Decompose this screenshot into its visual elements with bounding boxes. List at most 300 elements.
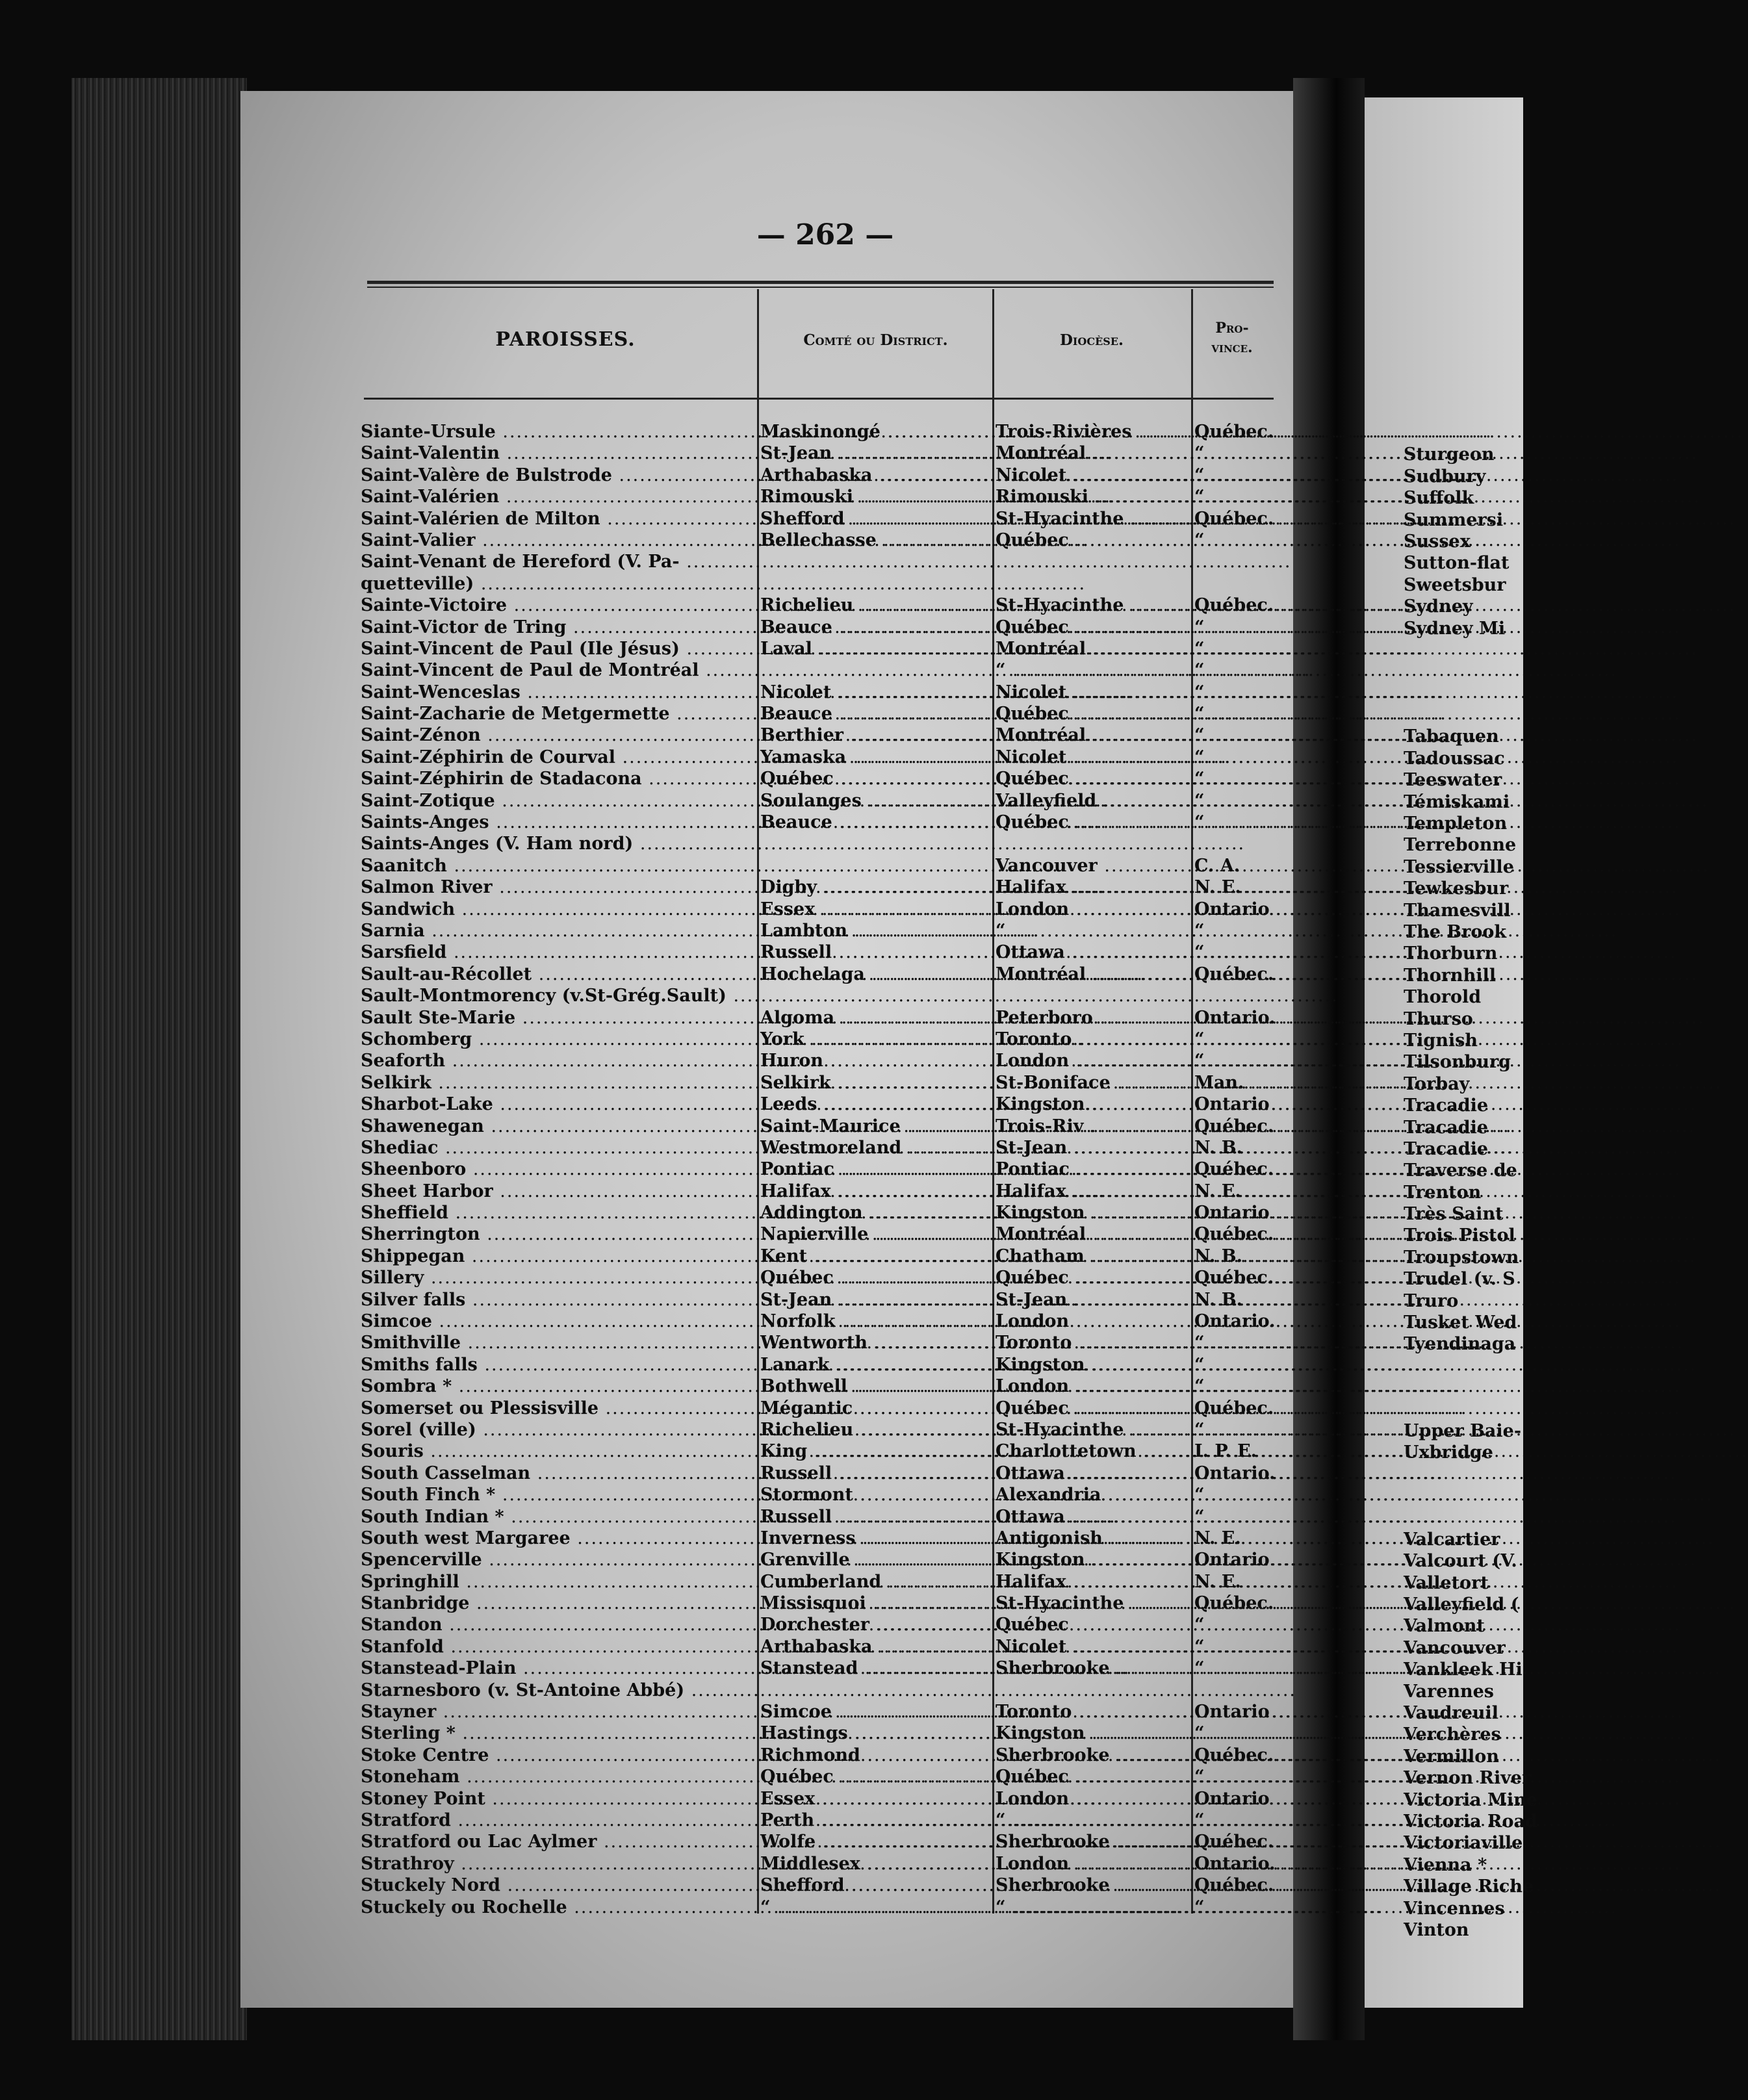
- province-cell: “: [1194, 660, 1205, 681]
- county-cell: Richelieu .....: [760, 595, 991, 616]
- province-cell: Québec.: [1194, 422, 1274, 442]
- parish-cell: Souris .....: [361, 1441, 758, 1462]
- right-page-entry: Sutton-flat: [1404, 553, 1510, 574]
- right-page-entry: Vermillon: [1404, 1746, 1499, 1767]
- diocese-cell: Québec .....: [996, 530, 1190, 551]
- table-row: [361, 1853, 1283, 1875]
- county-cell: Westmoreland .....: [760, 1137, 991, 1159]
- table-row: [361, 1680, 1283, 1701]
- table-row: [361, 812, 1283, 833]
- right-page-entry: Valleyfield (: [1404, 1594, 1519, 1615]
- table-row: [361, 617, 1283, 638]
- province-cell: “: [1194, 1419, 1205, 1440]
- county-cell: Digby .....: [760, 877, 991, 898]
- parish-cell: Saint-Valentin .....: [361, 442, 758, 464]
- right-page-entry: Thamesvill: [1404, 900, 1511, 921]
- diocese-cell: Ottawa .....: [996, 1463, 1190, 1484]
- right-page-entry: Teeswater: [1404, 770, 1502, 791]
- county-cell: King .....: [760, 1441, 991, 1462]
- right-page-entry: [1404, 1377, 1523, 1398]
- diocese-cell: London .....: [996, 1311, 1190, 1332]
- table-row: [361, 1246, 1283, 1267]
- right-page-entry: Tracadie: [1404, 1138, 1489, 1159]
- right-page-entry: Victoriaville: [1404, 1833, 1523, 1854]
- table-row: [361, 1223, 1283, 1245]
- province-cell: Québec.: [1194, 1875, 1274, 1896]
- county-cell: Leeds .....: [760, 1094, 991, 1115]
- table-row: [361, 703, 1283, 724]
- province-cell: “: [1194, 443, 1205, 464]
- diocese-cell: Québec .....: [996, 1614, 1190, 1635]
- county-cell: Rimouski .....: [760, 486, 991, 507]
- table-row: [361, 1701, 1283, 1722]
- diocese-cell: Sherbrooke .....: [996, 1745, 1190, 1766]
- county-cell: Stanstead .....: [760, 1658, 991, 1679]
- province-cell: “: [1194, 942, 1205, 963]
- diocese-cell: Toronto .....: [996, 1701, 1190, 1722]
- diocese-cell: Trois-Rivières .....: [996, 421, 1190, 442]
- county-cell: Essex .....: [760, 899, 991, 920]
- province-cell: “: [1194, 747, 1205, 767]
- county-cell: Shefford .....: [760, 1875, 991, 1896]
- table-row: [361, 1332, 1283, 1353]
- header-paroisses: PAROISSES.: [495, 328, 636, 351]
- province-cell: Ontario.: [1194, 1853, 1276, 1874]
- county-cell: Pontiac .....: [760, 1159, 991, 1180]
- right-page-entry: Thorburn: [1404, 943, 1498, 964]
- right-page-entry: Tracadie: [1404, 1095, 1489, 1116]
- province-cell: “: [1194, 1376, 1205, 1397]
- table-row: [361, 790, 1283, 812]
- diocese-cell: Trois-Riv .....: [996, 1116, 1190, 1137]
- province-cell: N. B.: [1194, 1246, 1242, 1266]
- right-page-entry: Tadoussac: [1404, 748, 1505, 769]
- right-page-entry: [1404, 1507, 1523, 1529]
- diocese-cell: Nicolet .....: [996, 747, 1190, 768]
- right-page-entry: Valcourt (V.: [1404, 1551, 1517, 1572]
- county-cell: Beauce .....: [760, 703, 991, 724]
- diocese-cell: Québec .....: [996, 812, 1190, 833]
- table-row: [361, 855, 1283, 877]
- diocese-cell: St-Jean .....: [996, 1289, 1190, 1311]
- parish-cell: Starnesboro (v. St-Antoine Abbé) .....: [361, 1680, 758, 1701]
- county-cell: Québec .....: [760, 1766, 991, 1787]
- parish-cell: quetteville) .....: [361, 573, 758, 595]
- right-page-entry: Upper Baie-: [1404, 1420, 1522, 1441]
- parish-cell: Seaforth .....: [361, 1050, 758, 1071]
- diocese-cell: Rimouski .....: [996, 486, 1190, 507]
- parish-cell: Strathroy .....: [361, 1853, 758, 1875]
- table-row: [361, 1050, 1283, 1071]
- province-cell: N. B.: [1194, 1289, 1242, 1310]
- parish-cell: Sault-au-Récollet .....: [361, 964, 758, 985]
- parish-cell: Shediac .....: [361, 1137, 758, 1159]
- county-cell: Richmond .....: [760, 1745, 991, 1766]
- province-cell: Ontario: [1194, 1702, 1270, 1722]
- county-cell: Arthabaska .....: [760, 1636, 991, 1658]
- diocese-cell: Kingston .....: [996, 1094, 1190, 1115]
- parish-cell: South Finch * .....: [361, 1484, 758, 1505]
- province-cell: Ontario: [1194, 1094, 1270, 1115]
- right-page-entry: Vaudreuil: [1404, 1703, 1499, 1724]
- province-cell: “: [1194, 682, 1205, 702]
- county-cell: Bothwell .....: [760, 1376, 991, 1397]
- province-cell: “: [1194, 1506, 1205, 1527]
- table-row: [361, 1528, 1283, 1549]
- county-cell: Selkirk .....: [760, 1072, 991, 1094]
- right-page-entry: [1404, 1355, 1523, 1377]
- parish-cell: Saanitch .....: [361, 855, 758, 877]
- table-row: [361, 442, 1283, 464]
- parish-cell: Smithville .....: [361, 1332, 758, 1353]
- diocese-cell: Sherbrooke .....: [996, 1831, 1190, 1852]
- diocese-cell: “ .....: [996, 1810, 1190, 1831]
- diocese-cell: London .....: [996, 1853, 1190, 1875]
- province-cell: “: [1194, 530, 1205, 550]
- table-row: [361, 877, 1283, 898]
- diocese-cell: Nicolet .....: [996, 465, 1190, 486]
- province-cell: N. E.: [1194, 1571, 1241, 1592]
- table-row: [361, 1072, 1283, 1094]
- diocese-cell: Montréal .....: [996, 724, 1190, 746]
- table-row: [361, 421, 1283, 442]
- diocese-cell: Chatham .....: [996, 1246, 1190, 1267]
- parish-cell: Sarsfield .....: [361, 941, 758, 963]
- right-page-entry: Valmont: [1404, 1616, 1485, 1637]
- table-row: [361, 530, 1283, 551]
- right-page-entry: Victoria Road: [1404, 1812, 1537, 1832]
- province-cell: “: [1194, 1767, 1205, 1787]
- county-cell: Nicolet .....: [760, 682, 991, 703]
- parish-cell: Sheet Harbor .....: [361, 1181, 758, 1202]
- county-cell: St-Jean .....: [760, 1289, 991, 1311]
- diocese-cell: Valleyfield .....: [996, 790, 1190, 812]
- province-cell: Québec.: [1194, 1593, 1274, 1614]
- parish-cell: Simcoe .....: [361, 1311, 758, 1332]
- province-cell: “: [1194, 1658, 1205, 1679]
- parish-cell: South west Margaree .....: [361, 1528, 758, 1549]
- county-cell: Middlesex .....: [760, 1853, 991, 1875]
- diocese-cell: Montréal .....: [996, 1223, 1190, 1245]
- table-row: [361, 1094, 1283, 1115]
- province-cell: “: [1194, 1029, 1205, 1049]
- county-cell: St-Jean .....: [760, 442, 991, 464]
- right-page-entry: [1404, 639, 1523, 661]
- parish-cell: Saints-Anges (V. Ham nord) .....: [361, 833, 758, 854]
- table-row: [361, 1745, 1283, 1766]
- parish-cell: Stoke Centre .....: [361, 1745, 758, 1766]
- diocese-cell: St-Boniface .....: [996, 1072, 1190, 1094]
- page-edge-stack: [71, 78, 247, 2040]
- right-page-entry: Témiskami: [1404, 791, 1510, 812]
- right-page-entry: Vankleek Hi: [1404, 1659, 1523, 1680]
- county-cell: Laval .....: [760, 638, 991, 659]
- right-page-entry: Tessierville: [1404, 856, 1514, 877]
- table-row: [361, 682, 1283, 703]
- table-row: [361, 1267, 1283, 1288]
- diocese-cell: Kingston .....: [996, 1549, 1190, 1570]
- diocese-cell: London .....: [996, 899, 1190, 920]
- parish-cell: Sombra * .....: [361, 1376, 758, 1397]
- diocese-cell: Montréal .....: [996, 964, 1190, 985]
- diocese-cell: St-Hyacinthe .....: [996, 595, 1190, 616]
- parish-cell: Saint-Vincent de Paul (Ile Jésus) .....: [361, 638, 758, 659]
- parish-cell: Spencerville .....: [361, 1549, 758, 1570]
- right-page-entry: Village Riche: [1404, 1876, 1534, 1897]
- diocese-cell: Peterboro .....: [996, 1007, 1190, 1029]
- right-page-entry: Sussex: [1404, 531, 1471, 552]
- table-row: [361, 1159, 1283, 1180]
- table-row: [361, 1311, 1283, 1332]
- county-cell: Wentworth .....: [760, 1332, 991, 1353]
- header-diocese: Diocèse.: [1059, 331, 1124, 349]
- parish-cell: Saint-Zéphirin de Stadacona .....: [361, 768, 758, 789]
- right-page-entry: Terrebonne: [1404, 835, 1517, 856]
- table-row: [361, 486, 1283, 507]
- right-page-entry: [1404, 422, 1523, 444]
- table-row: [361, 1202, 1283, 1223]
- diocese-cell: Québec .....: [996, 1766, 1190, 1787]
- right-page-entry: Thorold: [1404, 987, 1482, 1008]
- county-cell: Addington .....: [760, 1202, 991, 1223]
- county-cell: York .....: [760, 1029, 991, 1050]
- county-cell: Beauce .....: [760, 812, 991, 833]
- parish-cell: Standon .....: [361, 1614, 758, 1635]
- right-page-entry: The Brook: [1404, 921, 1507, 942]
- county-cell: Russell .....: [760, 1463, 991, 1484]
- diocese-cell: London .....: [996, 1376, 1190, 1397]
- right-page-entry: Vinton: [1404, 1919, 1469, 1940]
- table-row: [361, 1441, 1283, 1462]
- right-page-entry: Thornhill: [1404, 965, 1496, 986]
- table-row: [361, 899, 1283, 920]
- county-cell: Essex .....: [760, 1788, 991, 1810]
- right-page-entry: Verchères: [1404, 1724, 1501, 1745]
- right-page-entry: Sturgeon: [1404, 444, 1495, 465]
- right-page-entry: Tilsonburg: [1404, 1052, 1511, 1073]
- province-cell: “: [1194, 638, 1205, 659]
- parish-cell: Selkirk .....: [361, 1072, 758, 1094]
- table-row: [361, 1766, 1283, 1787]
- county-cell: Hochelaga .....: [760, 964, 991, 985]
- top-double-rule: [367, 281, 1274, 284]
- parish-cell: Saint-Zénon .....: [361, 724, 758, 746]
- county-cell: Huron .....: [760, 1050, 991, 1071]
- table-row: [361, 551, 1283, 572]
- county-cell: Maskinongé .....: [760, 421, 991, 442]
- province-cell: Ontario: [1194, 1788, 1270, 1809]
- diocese-cell: Nicolet .....: [996, 1636, 1190, 1658]
- diocese-cell: Toronto .....: [996, 1029, 1190, 1050]
- parish-cell: Saint-Valier .....: [361, 530, 758, 551]
- diocese-cell: Nicolet .....: [996, 682, 1190, 703]
- province-cell: “: [1194, 1723, 1205, 1744]
- province-cell: “: [1194, 769, 1205, 789]
- county-cell: Arthabaska .....: [760, 465, 991, 486]
- table-row: [361, 1571, 1283, 1593]
- table-row: [361, 465, 1283, 486]
- diocese-cell: Sherbrooke .....: [996, 1875, 1190, 1896]
- diocese-cell: Toronto .....: [996, 1332, 1190, 1353]
- right-page-entry: Tusket Wed: [1404, 1312, 1517, 1333]
- page-number: — 262 —: [756, 218, 894, 251]
- county-cell: Lambton .....: [760, 920, 991, 941]
- right-page-list: [1404, 422, 1537, 1941]
- county-cell: Wolfe .....: [760, 1831, 991, 1852]
- parish-cell: Sterling * .....: [361, 1722, 758, 1744]
- table-row: [361, 1897, 1283, 1918]
- parish-cell: South Indian * .....: [361, 1506, 758, 1528]
- table-row: [361, 1506, 1283, 1528]
- province-cell: “: [1194, 1333, 1205, 1353]
- county-cell: Algoma .....: [760, 1007, 991, 1029]
- parish-cell: Saints-Anges .....: [361, 812, 758, 833]
- province-cell: Ontario.: [1194, 1007, 1276, 1028]
- table-row: [361, 1810, 1283, 1831]
- diocese-cell: St-Hyacinthe .....: [996, 1419, 1190, 1441]
- county-cell: Richelieu .....: [760, 1419, 991, 1441]
- table-row: [361, 724, 1283, 746]
- diocese-cell: “ .....: [996, 1897, 1190, 1918]
- diocese-cell: Vancouver .....: [996, 855, 1190, 877]
- county-cell: Kent .....: [760, 1246, 991, 1267]
- right-page-entry: Tabaquen: [1404, 726, 1499, 747]
- province-cell: “: [1194, 812, 1205, 833]
- parish-cell: Stanfold .....: [361, 1636, 758, 1658]
- diocese-cell: Alexandria .....: [996, 1484, 1190, 1505]
- parish-cell: Sainte-Victoire .....: [361, 595, 758, 616]
- parish-cell: Siante-Ursule .....: [361, 421, 758, 442]
- header-province: Pro- vince.: [1211, 320, 1253, 356]
- diocese-cell: Ottawa .....: [996, 1506, 1190, 1528]
- right-page-entry: [1404, 704, 1523, 726]
- table-row: [361, 1419, 1283, 1441]
- province-cell: Man.: [1194, 1072, 1244, 1093]
- diocese-cell: Kingston .....: [996, 1354, 1190, 1376]
- province-cell: N. E.: [1194, 877, 1241, 898]
- county-cell: Hastings .....: [760, 1722, 991, 1744]
- diocese-cell: Québec .....: [996, 768, 1190, 789]
- parish-cell: Shippegan .....: [361, 1246, 758, 1267]
- table-row: [361, 1636, 1283, 1658]
- parish-cell: Sarnia .....: [361, 920, 758, 941]
- province-cell: Québec.: [1194, 1745, 1274, 1765]
- table-row: [361, 1614, 1283, 1635]
- right-page-entry: Sudbury: [1404, 466, 1486, 487]
- county-cell: Lanark .....: [760, 1354, 991, 1376]
- right-page-entry: Valcartier: [1404, 1529, 1500, 1550]
- province-cell: Québec.: [1194, 1116, 1274, 1136]
- right-page-entry: [1404, 1485, 1523, 1507]
- header-bottom-rule: [364, 398, 1274, 400]
- province-cell: “: [1194, 1354, 1205, 1375]
- table-row: [361, 1181, 1283, 1202]
- province-cell: Québec.: [1194, 1268, 1274, 1288]
- province-cell: N. E.: [1194, 1528, 1241, 1548]
- table-row: [361, 1593, 1283, 1614]
- parish-cell: Sharbot-Lake .....: [361, 1094, 758, 1115]
- county-cell: Russell .....: [760, 941, 991, 963]
- right-page-entry: Templeton: [1404, 813, 1508, 834]
- county-cell: “ .....: [760, 1897, 991, 1918]
- right-page-entry: Summersi: [1404, 509, 1504, 530]
- table-row: [361, 1116, 1283, 1137]
- province-cell: “: [1194, 920, 1205, 941]
- table-row: [361, 964, 1283, 985]
- parish-cell: Salmon River .....: [361, 877, 758, 898]
- diocese-cell: London .....: [996, 1788, 1190, 1810]
- diocese-cell: Pontiac .....: [996, 1159, 1190, 1180]
- parish-cell: Saint-Venant de Hereford (V. Pa- .....: [361, 551, 758, 572]
- parish-cell: Sandwich .....: [361, 899, 758, 920]
- province-cell: Québec.: [1194, 1398, 1274, 1418]
- province-cell: “: [1194, 487, 1205, 507]
- province-cell: “: [1194, 1636, 1205, 1657]
- header-comte: Comté ou District.: [803, 331, 948, 349]
- parish-cell: Silver falls .....: [361, 1289, 758, 1311]
- right-page-entry: Troupstown: [1404, 1247, 1519, 1268]
- right-page-entry: Tignish: [1404, 1030, 1478, 1051]
- county-cell: Québec .....: [760, 1267, 991, 1288]
- county-cell: Cumberland .....: [760, 1571, 991, 1593]
- diocese-cell: Québec .....: [996, 1267, 1190, 1288]
- table-row: [361, 1137, 1283, 1159]
- parish-cell: Schomberg .....: [361, 1029, 758, 1050]
- parish-cell: Stratford .....: [361, 1810, 758, 1831]
- county-cell: Missisquoi .....: [760, 1593, 991, 1614]
- table-row: [361, 768, 1283, 789]
- province-cell: “: [1194, 1897, 1205, 1917]
- diocese-cell: Montréal .....: [996, 442, 1190, 464]
- table-row: [361, 920, 1283, 941]
- right-page-entry: [1404, 661, 1523, 682]
- county-cell: Perth .....: [760, 1810, 991, 1831]
- right-page-entry: Varennes: [1404, 1681, 1495, 1702]
- right-page-entry: Trenton: [1404, 1182, 1482, 1203]
- parish-cell: Sheffield .....: [361, 1202, 758, 1223]
- county-cell: Stormont .....: [760, 1484, 991, 1505]
- table-row: [361, 595, 1283, 616]
- province-cell: “: [1194, 725, 1205, 746]
- table-row: [361, 833, 1283, 854]
- county-cell: Dorchester .....: [760, 1614, 991, 1635]
- county-cell: Saint-Maurice .....: [760, 1116, 991, 1137]
- diocese-cell: Kingston .....: [996, 1202, 1190, 1223]
- county-cell: Shefford .....: [760, 508, 991, 530]
- diocese-cell: Québec .....: [996, 1398, 1190, 1419]
- parish-cell: Springhill .....: [361, 1571, 758, 1593]
- diocese-cell: St-Hyacinthe .....: [996, 1593, 1190, 1614]
- right-page-entry: Tyendinaga: [1404, 1334, 1516, 1355]
- province-cell: Ontario.: [1194, 1311, 1276, 1332]
- right-page-entry: Valletort: [1404, 1572, 1489, 1593]
- right-page-entry: [1404, 1464, 1523, 1485]
- parish-cell: Stratford ou Lac Aylmer .....: [361, 1831, 758, 1852]
- parish-cell: Stuckely Nord .....: [361, 1875, 758, 1896]
- table-row: [361, 985, 1283, 1006]
- table-row: [361, 1549, 1283, 1570]
- diocese-cell: St-Jean .....: [996, 1137, 1190, 1159]
- province-cell: “: [1194, 465, 1205, 485]
- diocese-cell: Kingston .....: [996, 1722, 1190, 1744]
- right-page-entry: Vernon River: [1404, 1768, 1532, 1789]
- parish-cell: Shawenegan .....: [361, 1116, 758, 1137]
- diocese-cell: Québec .....: [996, 617, 1190, 638]
- diocese-cell: Antigonish .....: [996, 1528, 1190, 1549]
- right-page-entry: Sydney Mi: [1404, 618, 1506, 639]
- county-cell: Soulanges .....: [760, 790, 991, 812]
- table-row: [361, 941, 1283, 963]
